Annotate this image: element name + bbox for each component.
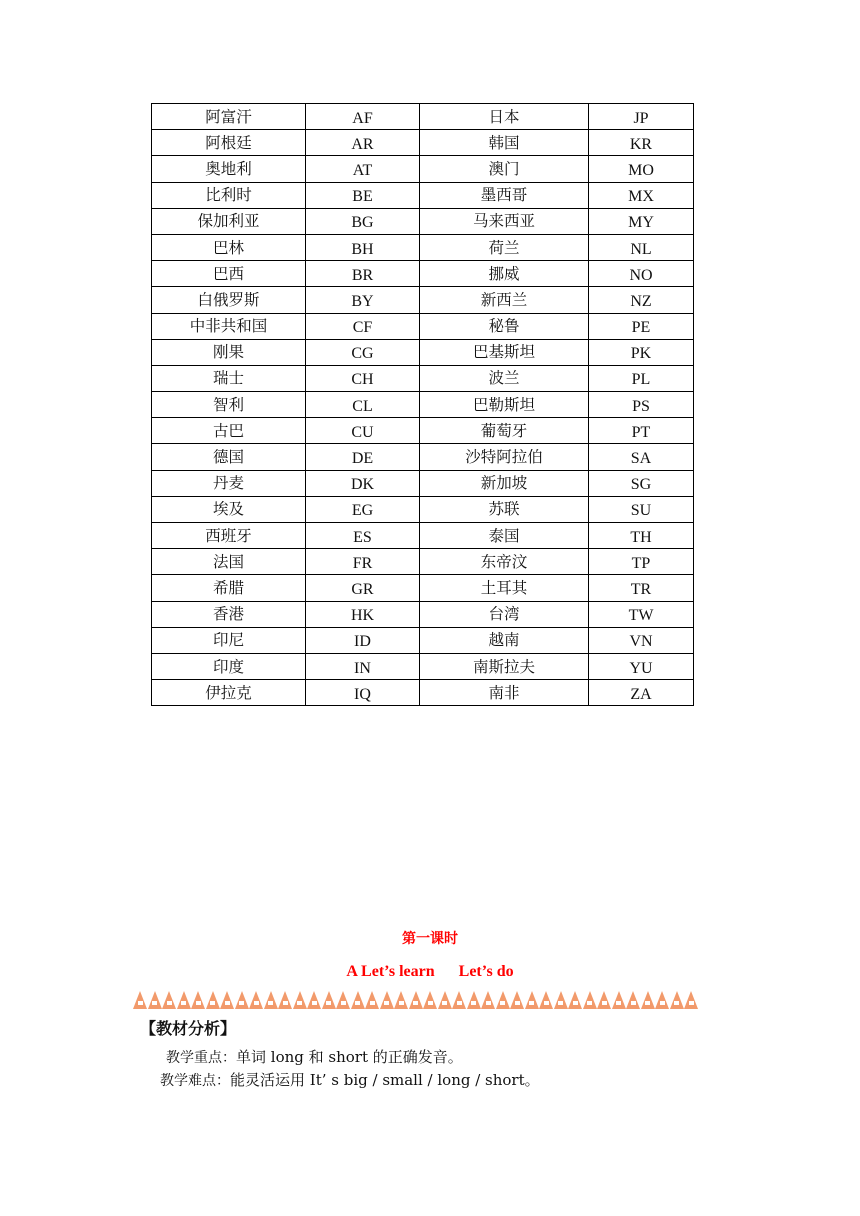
table-row — [152, 444, 694, 470]
lesson-title: 第一课时 — [402, 931, 458, 947]
country-code-cell: IN — [306, 653, 420, 679]
country-name-cell: 巴西 — [152, 261, 306, 287]
country-code-cell: PK — [589, 339, 694, 365]
table-row — [152, 627, 694, 653]
key-point-line — [166, 1047, 463, 1068]
country-table-body — [152, 104, 694, 706]
border-ornament — [626, 991, 640, 1009]
border-ornament — [597, 991, 611, 1009]
difficulty-line — [160, 1070, 540, 1091]
country-name-cell: 日本 — [420, 104, 589, 130]
country-code-cell: BG — [306, 208, 420, 234]
country-name-cell: 希腊 — [152, 575, 306, 601]
difficulty-text: 能灵活运用 It’ s big / small / long / short。 — [230, 1071, 540, 1089]
country-code-cell: TP — [589, 549, 694, 575]
country-code-cell: MX — [589, 182, 694, 208]
table-row — [152, 261, 694, 287]
border-ornament — [583, 991, 597, 1009]
border-ornament — [394, 991, 408, 1009]
country-name-cell: 新加坡 — [420, 470, 589, 496]
country-name-cell: 墨西哥 — [420, 182, 589, 208]
border-ornament — [133, 991, 147, 1009]
country-name-cell: 阿根廷 — [152, 130, 306, 156]
country-code-cell: SA — [589, 444, 694, 470]
border-ornament — [568, 991, 582, 1009]
border-ornament — [380, 991, 394, 1009]
country-code-cell: BE — [306, 182, 420, 208]
table-row — [152, 470, 694, 496]
country-name-cell: 秘鲁 — [420, 313, 589, 339]
country-code-cell: ID — [306, 627, 420, 653]
country-name-cell: 越南 — [420, 627, 589, 653]
table-row — [152, 392, 694, 418]
lesson-subtitle-left: A Let’s learn — [346, 963, 435, 980]
border-ornament — [307, 991, 321, 1009]
country-code-cell: BH — [306, 234, 420, 260]
border-ornament — [525, 991, 539, 1009]
country-code-cell: AF — [306, 104, 420, 130]
country-name-cell: 澳门 — [420, 156, 589, 182]
country-name-cell: 挪威 — [420, 261, 589, 287]
table-row — [152, 365, 694, 391]
country-code-cell: PT — [589, 418, 694, 444]
country-code-cell: BR — [306, 261, 420, 287]
border-ornament — [162, 991, 176, 1009]
country-name-cell: 马来西亚 — [420, 208, 589, 234]
country-code-cell: IQ — [306, 680, 420, 706]
country-code-cell: SU — [589, 496, 694, 522]
border-ornament — [684, 991, 698, 1009]
border-ornament — [510, 991, 524, 1009]
country-name-cell: 台湾 — [420, 601, 589, 627]
country-code-cell: CG — [306, 339, 420, 365]
country-name-cell: 白俄罗斯 — [152, 287, 306, 313]
table-row — [152, 549, 694, 575]
country-code-cell: TR — [589, 575, 694, 601]
country-code-cell: DK — [306, 470, 420, 496]
country-name-cell: 刚果 — [152, 339, 306, 365]
country-code-cell: DE — [306, 444, 420, 470]
country-name-cell: 古巴 — [152, 418, 306, 444]
country-code-cell: CU — [306, 418, 420, 444]
border-ornament — [293, 991, 307, 1009]
country-code-cell: YU — [589, 653, 694, 679]
border-ornament — [206, 991, 220, 1009]
border-ornament — [278, 991, 292, 1009]
border-ornament — [409, 991, 423, 1009]
table-row — [152, 523, 694, 549]
table-row — [152, 156, 694, 182]
border-ornament — [554, 991, 568, 1009]
table-row — [152, 339, 694, 365]
country-code-cell: CL — [306, 392, 420, 418]
country-code-cell: JP — [589, 104, 694, 130]
country-name-cell: 土耳其 — [420, 575, 589, 601]
decorative-triangle-border — [133, 991, 699, 1011]
country-name-cell: 保加利亚 — [152, 208, 306, 234]
country-name-cell: 瑞士 — [152, 365, 306, 391]
border-ornament — [641, 991, 655, 1009]
country-name-cell: 苏联 — [420, 496, 589, 522]
country-code-cell: SG — [589, 470, 694, 496]
country-name-cell: 南斯拉夫 — [420, 653, 589, 679]
border-ornament — [423, 991, 437, 1009]
border-ornament — [467, 991, 481, 1009]
country-code-cell: VN — [589, 627, 694, 653]
country-name-cell: 韩国 — [420, 130, 589, 156]
country-name-cell: 波兰 — [420, 365, 589, 391]
country-name-cell: 中非共和国 — [152, 313, 306, 339]
border-ornament — [336, 991, 350, 1009]
border-ornament — [264, 991, 278, 1009]
table-row — [152, 653, 694, 679]
border-ornament — [496, 991, 510, 1009]
border-ornament — [191, 991, 205, 1009]
country-name-cell: 丹麦 — [152, 470, 306, 496]
key-point-text: 单词 long 和 short 的正确发音。 — [236, 1048, 463, 1066]
lesson-subtitle — [0, 962, 860, 982]
country-code-cell: HK — [306, 601, 420, 627]
country-name-cell: 巴基斯坦 — [420, 339, 589, 365]
border-ornament — [249, 991, 263, 1009]
country-code-cell: PE — [589, 313, 694, 339]
table-row — [152, 287, 694, 313]
country-name-cell: 伊拉克 — [152, 680, 306, 706]
border-ornament — [655, 991, 669, 1009]
country-code-cell: NZ — [589, 287, 694, 313]
country-name-cell: 奥地利 — [152, 156, 306, 182]
border-ornament — [612, 991, 626, 1009]
country-name-cell: 阿富汗 — [152, 104, 306, 130]
country-code-cell: NO — [589, 261, 694, 287]
country-name-cell: 德国 — [152, 444, 306, 470]
country-code-cell: ES — [306, 523, 420, 549]
country-name-cell: 印度 — [152, 653, 306, 679]
country-code-cell: EG — [306, 496, 420, 522]
table-row — [152, 182, 694, 208]
country-code-cell: MO — [589, 156, 694, 182]
country-code-cell: PS — [589, 392, 694, 418]
table-row — [152, 418, 694, 444]
difficulty-label: 教学难点： — [160, 1073, 230, 1089]
country-name-cell: 印尼 — [152, 627, 306, 653]
country-name-cell: 沙特阿拉伯 — [420, 444, 589, 470]
country-code-cell: PL — [589, 365, 694, 391]
border-ornament — [177, 991, 191, 1009]
table-row — [152, 496, 694, 522]
country-code-cell: TH — [589, 523, 694, 549]
country-code-table — [151, 103, 694, 706]
lesson-subtitle-right: Let’s do — [458, 963, 514, 980]
country-name-cell: 荷兰 — [420, 234, 589, 260]
border-ornament — [481, 991, 495, 1009]
country-name-cell: 巴勒斯坦 — [420, 392, 589, 418]
border-ornament — [351, 991, 365, 1009]
country-name-cell: 新西兰 — [420, 287, 589, 313]
country-name-cell: 比利时 — [152, 182, 306, 208]
country-name-cell: 泰国 — [420, 523, 589, 549]
border-ornament — [220, 991, 234, 1009]
country-code-cell: BY — [306, 287, 420, 313]
border-ornament — [438, 991, 452, 1009]
table-row — [152, 680, 694, 706]
country-name-cell: 智利 — [152, 392, 306, 418]
country-code-cell: FR — [306, 549, 420, 575]
country-code-cell: CH — [306, 365, 420, 391]
table-row — [152, 234, 694, 260]
border-ornament — [539, 991, 553, 1009]
border-ornament — [670, 991, 684, 1009]
country-name-cell: 巴林 — [152, 234, 306, 260]
border-ornament — [365, 991, 379, 1009]
country-code-cell: GR — [306, 575, 420, 601]
table-row — [152, 575, 694, 601]
key-point-label: 教学重点： — [166, 1050, 236, 1066]
country-name-cell: 葡萄牙 — [420, 418, 589, 444]
table-row — [152, 130, 694, 156]
country-code-cell: CF — [306, 313, 420, 339]
section-heading: 【教材分析】 — [140, 1019, 237, 1038]
country-code-cell: MY — [589, 208, 694, 234]
country-code-cell: AT — [306, 156, 420, 182]
country-name-cell: 法国 — [152, 549, 306, 575]
country-name-cell: 埃及 — [152, 496, 306, 522]
country-code-cell: ZA — [589, 680, 694, 706]
country-name-cell: 东帝汶 — [420, 549, 589, 575]
border-ornament — [235, 991, 249, 1009]
table-row — [152, 208, 694, 234]
border-ornament — [322, 991, 336, 1009]
country-code-cell: AR — [306, 130, 420, 156]
country-code-cell: NL — [589, 234, 694, 260]
border-ornament — [452, 991, 466, 1009]
table-row — [152, 601, 694, 627]
country-name-cell: 香港 — [152, 601, 306, 627]
country-name-cell: 西班牙 — [152, 523, 306, 549]
country-name-cell: 南非 — [420, 680, 589, 706]
table-row — [152, 313, 694, 339]
country-code-cell: TW — [589, 601, 694, 627]
table-row — [152, 104, 694, 130]
country-code-cell: KR — [589, 130, 694, 156]
border-ornament — [148, 991, 162, 1009]
